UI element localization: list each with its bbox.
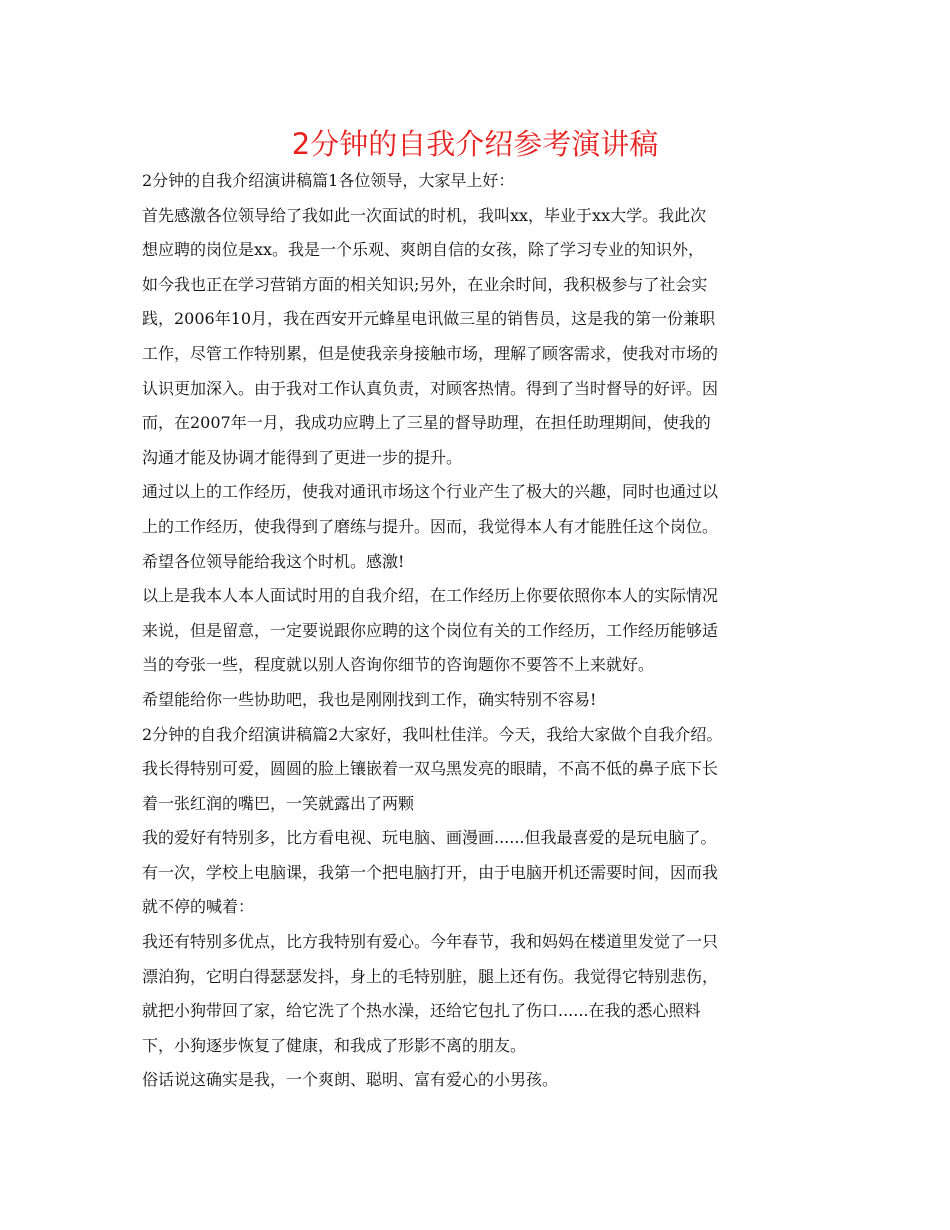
text-line: 着一张红润的嘴巴，一笑就露出了两颗 [142, 793, 415, 813]
text-line: 以上是我本人本人面试时用的自我介绍，在工作经历上你要依照你本人的实际情况 [142, 586, 719, 606]
text-line: 漂泊狗，它明白得瑟瑟发抖，身上的毛特别脏，腿上还有伤。我觉得它特别悲伤， [142, 966, 719, 986]
text-line: 当的夸张一些，程度就以别人咨询你细节的咨询题你不要答不上来就好。 [142, 655, 655, 675]
text-line: 俗话说这确实是我，一个爽朗、聪明、富有爱心的小男孩。 [142, 1070, 559, 1090]
text-line: 我长得特别可爱，圆圆的脸上镶嵌着一双乌黑发亮的眼睛，不高不低的鼻子底下长 [142, 759, 719, 779]
text-line: 就把小狗带回了家，给它洗了个热水澡，还给它包扎了伤口......在我的悉心照料 [142, 1001, 701, 1021]
text-line: 来说，但是留意，一定要说跟你应聘的这个岗位有关的工作经历，工作经历能够适 [142, 620, 719, 640]
text-line: 我的爱好有特别多，比方看电视、玩电脑、画漫画......但我最喜爱的是玩电脑了。 [142, 828, 717, 848]
text-line: 践，2006年10月，我在西安开元蜂星电讯做三星的销售员，这是我的第一份兼职 [142, 309, 716, 329]
text-line: 认识更加深入。由于我对工作认真负责，对顾客热情。得到了当时督导的好评。因 [142, 378, 719, 398]
text-line: 首先感激各位领导给了我如此一次面试的时机，我叫xx，毕业于xx大学。我此次 [142, 205, 707, 225]
text-line: 而，在2007年一月，我成功应聘上了三星的督导助理，在担任助理期间，使我的 [142, 413, 711, 433]
text-line: 如今我也正在学习营销方面的相关知识;另外，在业余时间，我积极参与了社会实 [142, 274, 708, 294]
text-line: 我还有特别多优点，比方我特别有爱心。今年春节，我和妈妈在楼道里发觉了一只 [142, 932, 719, 952]
text-line: 希望各位领导能给我这个时机。感激! [142, 551, 405, 571]
text-line: 下，小狗逐步恢复了健康，和我成了形影不离的朋友。 [142, 1035, 527, 1055]
text-line: 上的工作经历，使我得到了磨练与提升。因而，我觉得本人有才能胜任这个岗位。 [142, 516, 719, 536]
document-title: 2分钟的自我介绍参考演讲稿 [291, 127, 659, 161]
text-line: 希望能给你一些协助吧，我也是刚刚找到工作，确实特别不容易! [142, 689, 597, 709]
text-line: 2分钟的自我介绍演讲稿篇1各位领导，大家早上好： [142, 171, 515, 190]
document-body [142, 164, 832, 1098]
text-line: 想应聘的岗位是xx。我是一个乐观、爽朗自信的女孩，除了学习专业的知识外， [142, 240, 705, 260]
text-line: 就不停的喊着： [142, 897, 255, 917]
text-line: 沟通才能及协调才能得到了更进一步的提升。 [142, 447, 463, 467]
text-line: 通过以上的工作经历，使我对通讯市场这个行业产生了极大的兴趣，同时也通过以 [142, 482, 719, 502]
text-line: 工作，尽管工作特别累，但是使我亲身接触市场，理解了顾客需求，使我对市场的 [142, 343, 719, 363]
text-line: 有一次，学校上电脑课，我第一个把电脑打开，由于电脑开机还需要时间，因而我 [142, 862, 719, 882]
text-line: 2分钟的自我介绍演讲稿篇2大家好，我叫杜佳洋。今天，我给大家做个自我介绍。 [142, 724, 723, 744]
